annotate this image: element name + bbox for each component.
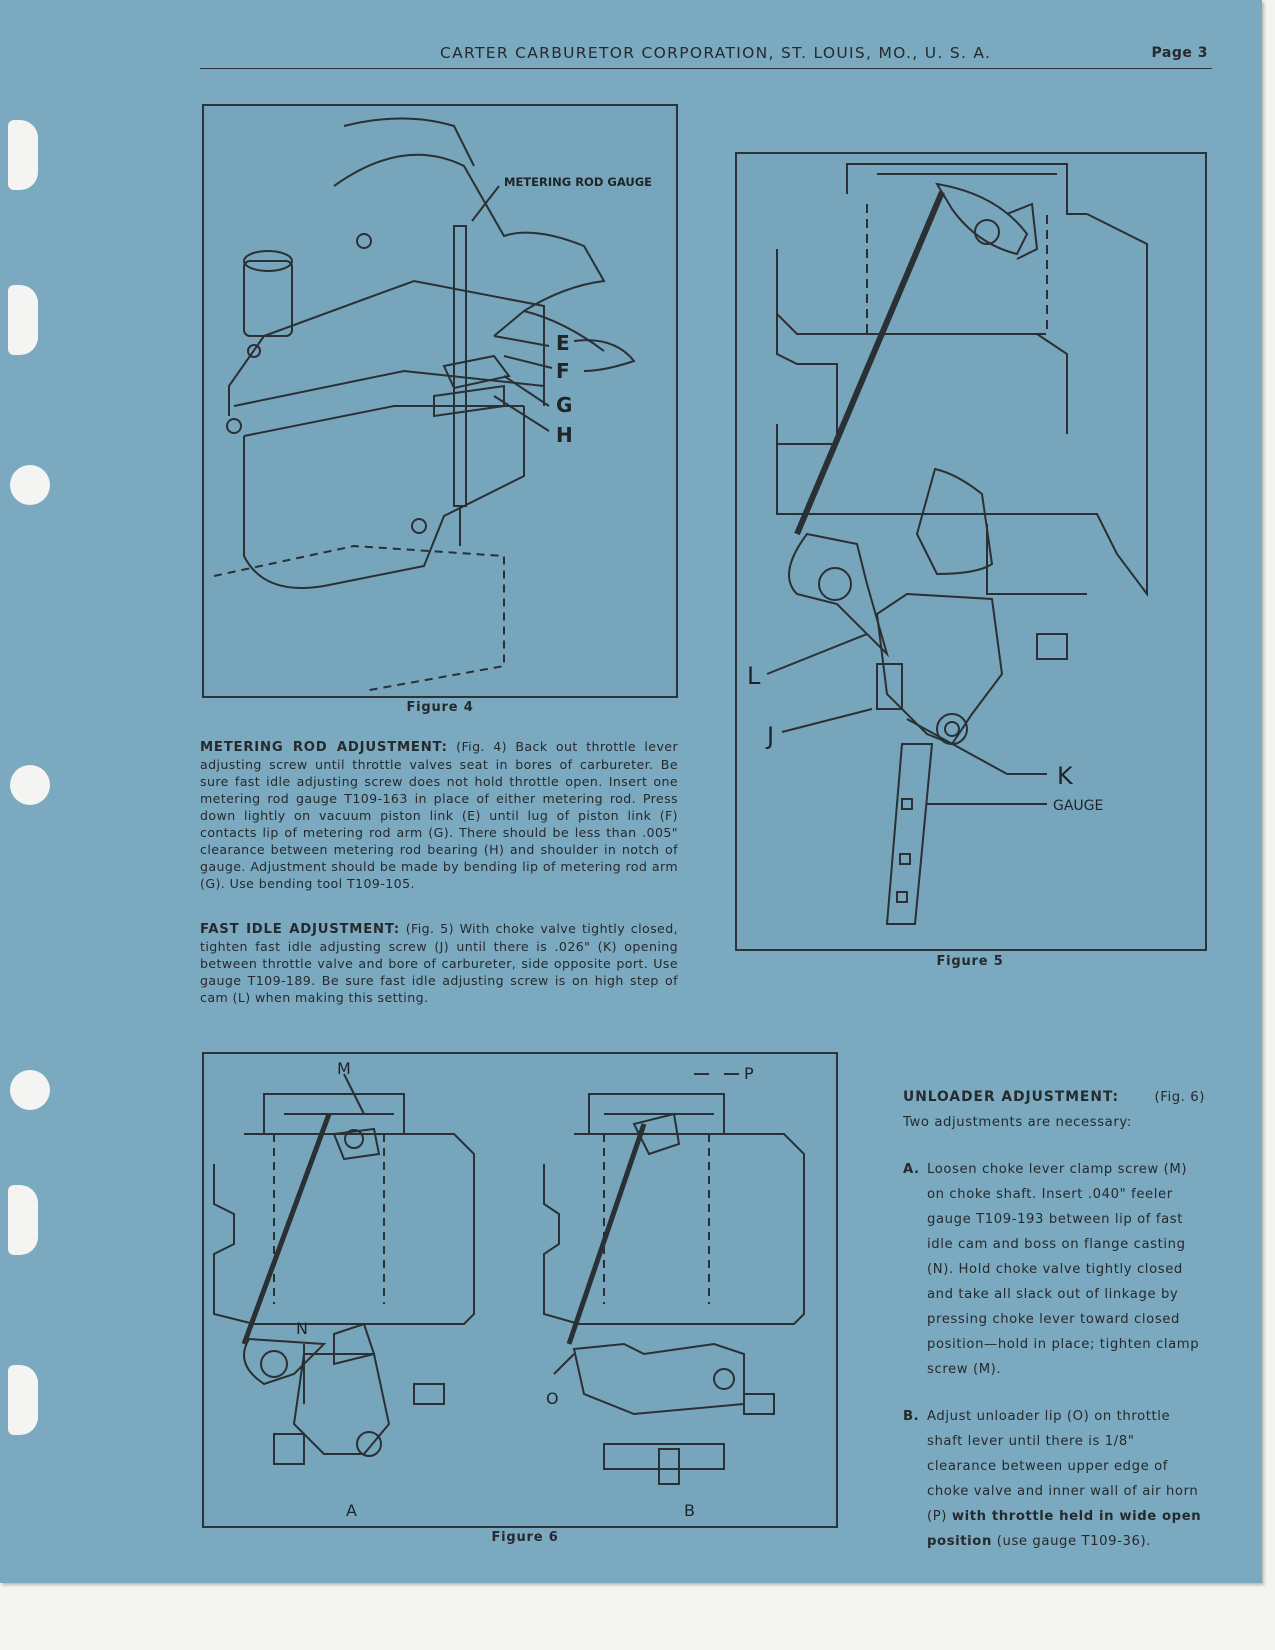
fast-idle-heading: FAST IDLE ADJUSTMENT: <box>200 922 401 937</box>
figure-4-label-e: E <box>556 331 570 355</box>
figure-5-illustration <box>735 152 1207 951</box>
binder-hole <box>8 1365 38 1435</box>
step-b-emphasis: with throttle held in wide open position <box>927 1509 1202 1549</box>
figure-4-label-h: H <box>556 423 573 447</box>
figure-5-caption: Figure 5 <box>936 954 1004 969</box>
binder-hole <box>10 765 50 805</box>
unloader-figure-ref: (Fig. 6) <box>1154 1090 1205 1105</box>
figure-5-label-k: K <box>1057 762 1073 790</box>
binder-hole <box>8 285 38 355</box>
binder-hole <box>10 1070 50 1110</box>
fast-idle-paragraph <box>200 920 678 1006</box>
fast-idle-text: (Fig. 5) With choke valve tightly closed, tighten fast idle adjusting screw (J) until there is .026" (K) opening between throttle valve and bore of carbureter, side opposite port. Use gauge T109-189. Be sure fast idle adjusting screw is on high step of cam (L) when making this setting. <box>200 921 678 1005</box>
figure-4-caption: Figure 4 <box>406 700 474 715</box>
figure-4-drawing <box>204 106 676 696</box>
unloader-heading: UNLOADER ADJUSTMENT: <box>903 1089 1120 1105</box>
step-b-text: Adjust unloader lip (O) on throttle shaft lever until there is 1/8" clearance between upper edge of choke valve and inner wall of air horn (P) <box>927 1409 1199 1524</box>
figure-6-label-p: P <box>744 1064 754 1083</box>
figure-5-label-gauge: GAUGE <box>1053 798 1104 814</box>
figure-4-label-f: F <box>556 359 570 383</box>
binder-hole <box>8 1185 38 1255</box>
page-number: Page 3 <box>1151 45 1208 61</box>
binder-hole <box>10 465 50 505</box>
figure-6-caption: Figure 6 <box>491 1530 559 1545</box>
unloader-section <box>903 1085 1205 1554</box>
step-b-label: B. <box>903 1409 920 1424</box>
figure-6-drawing <box>204 1054 836 1526</box>
metering-rod-gauge-callout: METERING ROD GAUGE <box>504 175 653 189</box>
unloader-intro: Two adjustments are necessary: <box>903 1115 1132 1130</box>
figure-4-illustration <box>202 104 678 698</box>
running-header <box>200 44 1212 69</box>
figure-4-label-g: G <box>556 393 573 417</box>
figure-6-label-m: M <box>337 1059 351 1078</box>
metering-rod-text: (Fig. 4) Back out throttle lever adjusting screw until throttle valves seat in bores of carbureter. Be sure fast idle adjusting screw does not hold throttle open. Insert one metering rod gauge T109-163 in place of either metering rod. Press down lightly on vacuum piston link (E) until lug of piston link (F) contacts lip of metering rod arm (G). There should be less than .005" clearance between metering rod bearing (H) and shoulder in notch of gauge. Adjustment should be made by bending lip of metering rod arm (G). Use bending tool T109-105. <box>200 739 679 891</box>
binder-hole <box>8 120 38 190</box>
figure-6-label-n: N <box>296 1319 308 1338</box>
figure-6-illustration <box>202 1052 838 1528</box>
figure-6-label-o: O <box>546 1389 559 1408</box>
step-b-gauge-note: (use gauge T109-36). <box>996 1534 1152 1549</box>
figure-6-label-b: B <box>684 1501 695 1520</box>
step-a-label: A. <box>903 1162 920 1177</box>
step-a-text: Loosen choke lever clamp screw (M) on choke shaft. Insert .040" feeler gauge T109-193 between lip of fast idle cam and boss on flange casting (N). Hold choke valve tightly closed and take all slack out of linkage by pressing choke lever toward closed position—hold in place; tighten clamp screw (M). <box>927 1162 1200 1377</box>
unloader-step-b <box>903 1404 1205 1554</box>
header-organization: CARTER CARBURETOR CORPORATION, ST. LOUIS, MO., U. S. A. <box>440 44 992 62</box>
metering-rod-paragraph <box>200 738 678 892</box>
unloader-step-a <box>903 1157 1205 1382</box>
figure-6-label-a: A <box>346 1501 357 1520</box>
figure-5-label-j: J <box>767 722 775 750</box>
figure-5-drawing <box>737 154 1205 949</box>
metering-rod-heading: METERING ROD ADJUSTMENT: <box>200 740 448 755</box>
figure-5-label-l: L <box>747 662 761 690</box>
